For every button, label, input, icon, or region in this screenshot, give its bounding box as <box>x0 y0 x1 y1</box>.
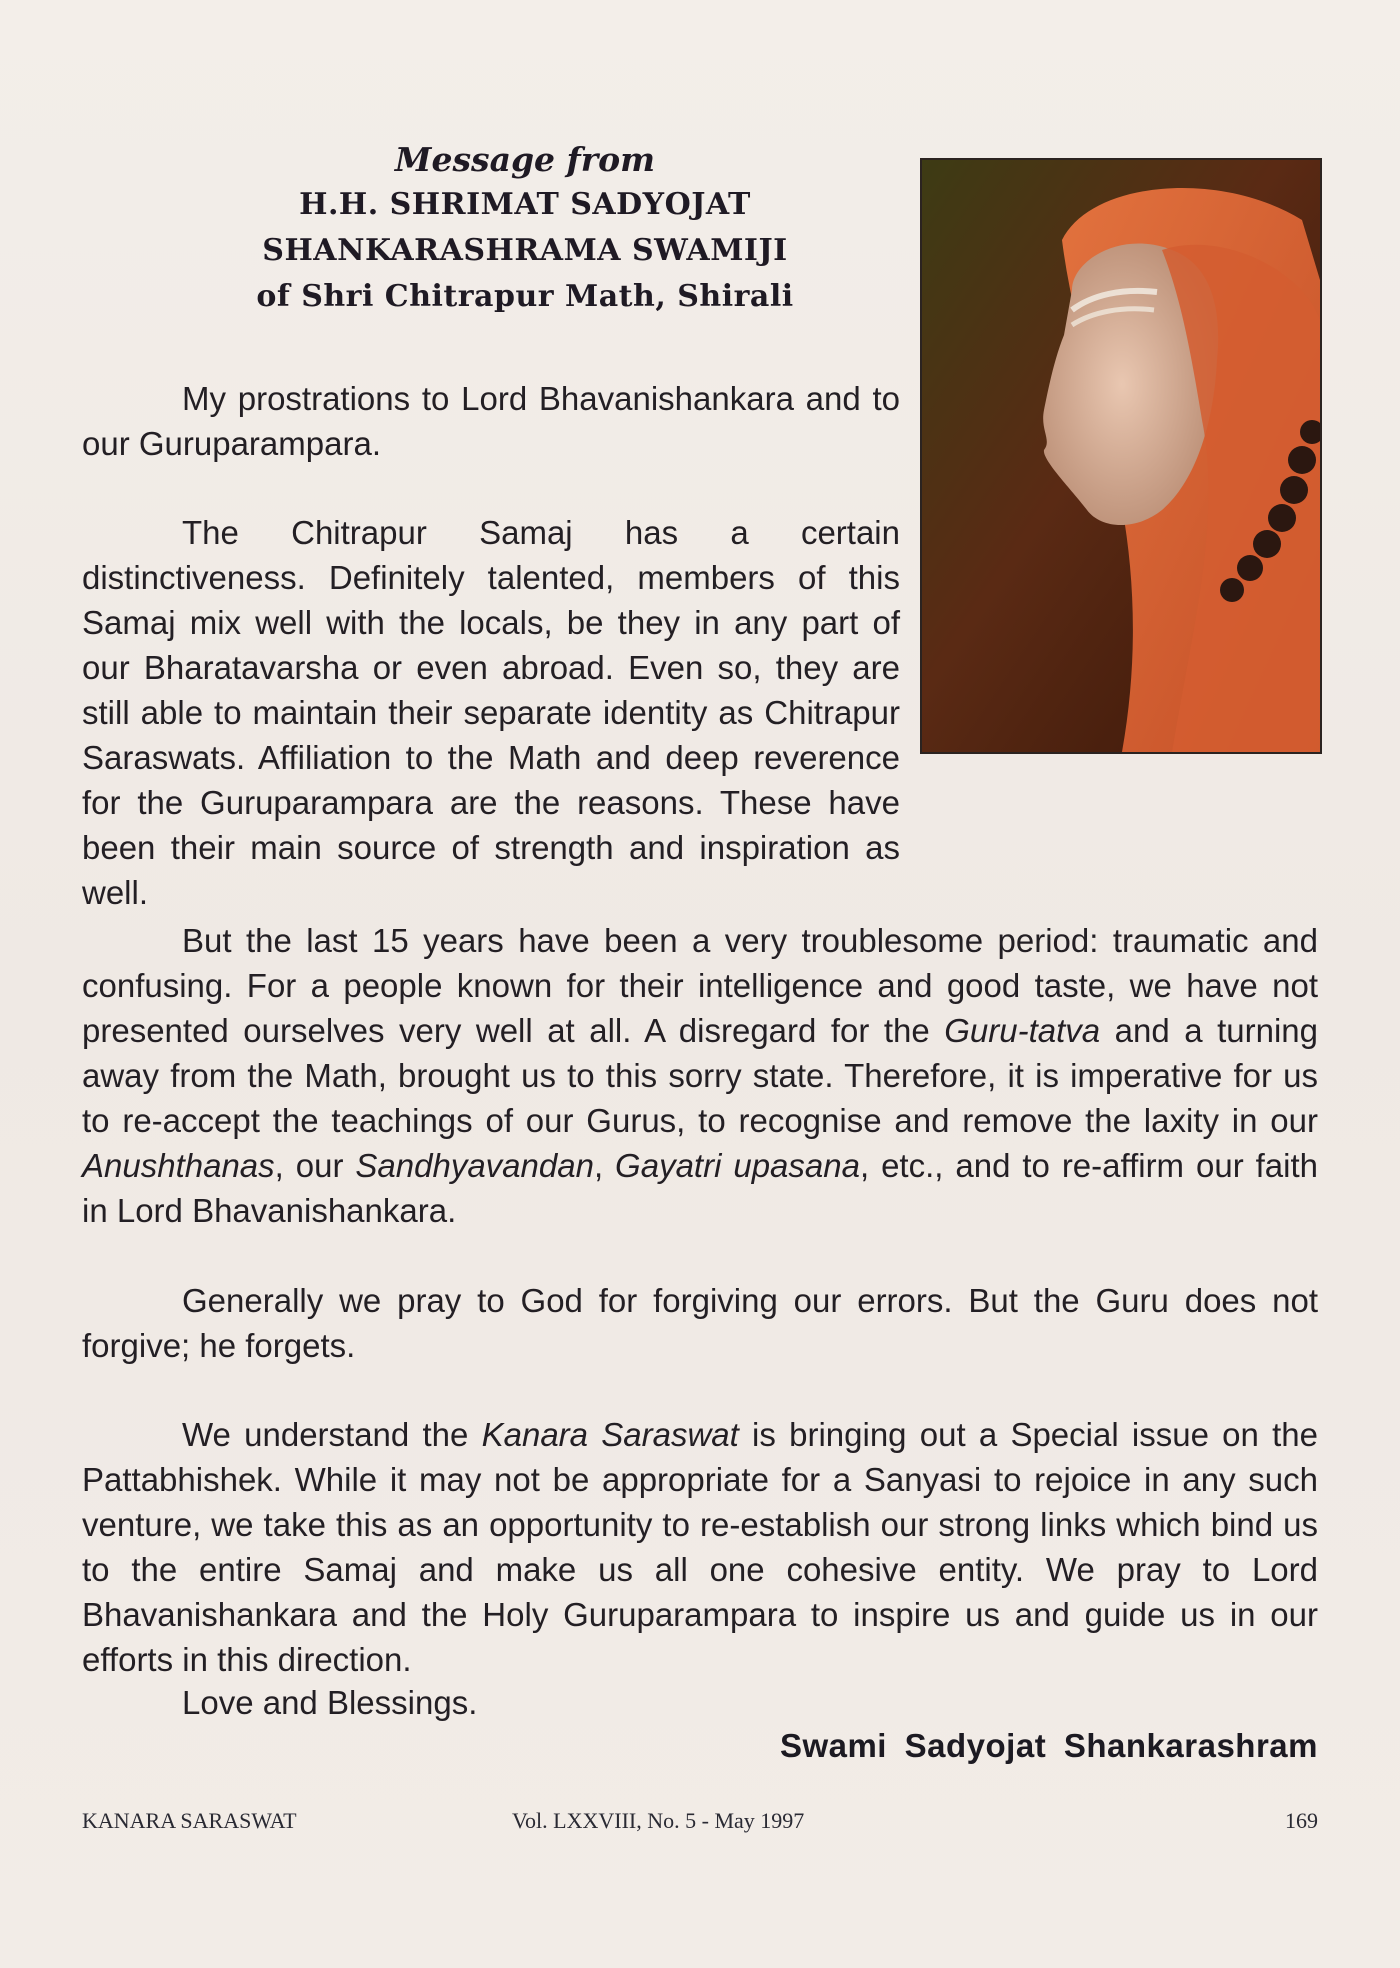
closing-line: Love and Blessings. <box>182 1684 478 1721</box>
paragraph-4 <box>82 1278 1318 1368</box>
paragraph-3 <box>82 918 1318 1233</box>
header-title-line-3: of Shri Chitrapur Math, Shirali <box>256 279 794 314</box>
italic-term: Sandhyavandan <box>355 1147 594 1184</box>
header-intro: Message from <box>394 140 656 179</box>
header-title-line-2: SHANKARASHRAMA SWAMIJI <box>262 233 788 268</box>
italic-term: Anushthanas <box>82 1147 275 1184</box>
text-segment: My prostrations to Lord Bhavanishankara and to our Guruparampara. <box>82 380 900 462</box>
text-segment: The Chitrapur Samaj has a certain distinctiveness. Definitely talented, members of this Samaj mix well with the locals, be they in any part of our Bharatavarsha or even abroad. Even so, they are still able to maintain their separate identity as Chitrapur Saraswats. Affiliation to the Math and deep reverence for the Guruparampara are the reasons. These have been their main source of strength and inspiration as well. <box>82 514 900 911</box>
text-segment: But the last 15 years have been a very troublesome period: traumatic and confusing. For a people known for their intelligence and good taste, we have not presented ourselves very well at all. A disregard for the <box>82 922 1318 1049</box>
footer-publication: KANARA SARASWAT <box>82 1808 297 1833</box>
header-title-line-1: H.H. SHRIMAT SADYOJAT <box>299 187 751 222</box>
portrait-illustration <box>922 160 1320 752</box>
italic-term: Gayatri upasana <box>615 1147 860 1184</box>
text-segment: is bringing out a Special issue on the Pattabhishek. While it may not be appropriate for a Sanyasi to rejoice in any such venture, we take this as an opportunity to re-establish our strong links which bind us to the entire Samaj and make us all one cohesive entity. We pray to Lord Bhavanishankara and the Holy Guruparampara to inspire us and guide us in our efforts in this direction. <box>82 1416 1318 1678</box>
swamiji-portrait-photo <box>920 158 1322 754</box>
italic-term: Guru-tatva <box>944 1012 1101 1049</box>
footer-issue: Vol. LXXVIII, No. 5 - May 1997 <box>512 1808 805 1833</box>
paragraph-5 <box>82 1412 1318 1682</box>
text-segment: , etc., and to re-affirm our faith in Lord Bhavanishankara. <box>82 1147 1318 1229</box>
italic-term: Kanara Saraswat <box>481 1416 739 1453</box>
paragraph-2 <box>82 510 900 915</box>
footer-page-number: 169 <box>1285 1808 1318 1833</box>
text-segment: We understand the <box>182 1416 482 1453</box>
paragraph-1 <box>82 376 900 466</box>
signature: Swami Sadyojat Shankarashram <box>779 1727 1318 1764</box>
text-segment: , our <box>274 1147 356 1184</box>
text-segment: and a turning away from the Math, brought us to this sorry state. Therefore, it is imperative for us to re-accept the teachings of our Gurus, to recognise and remove the laxity in our <box>82 1012 1318 1139</box>
text-segment: Generally we pray to God for forgiving our errors. But the Guru does not forgive; he forgets. <box>82 1282 1318 1364</box>
text-segment: , <box>593 1147 616 1184</box>
message-header <box>150 138 900 320</box>
